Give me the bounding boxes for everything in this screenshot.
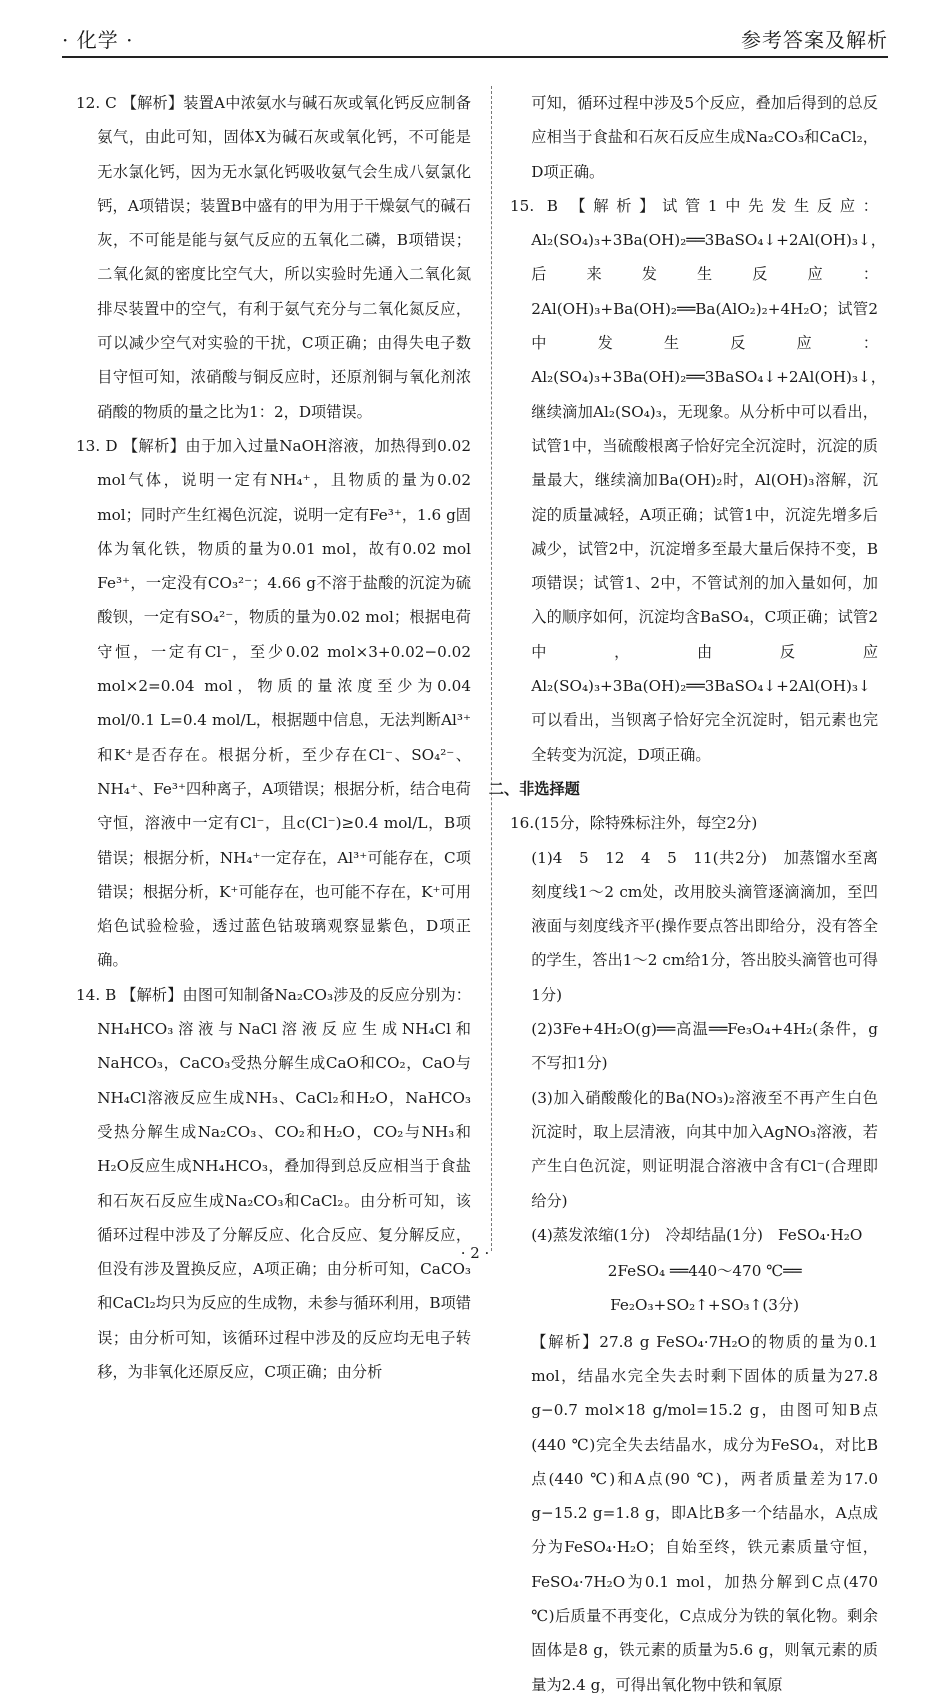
answer-16-1: (1)4 5 12 4 5 11(共2分) 加蒸馏水至离刻度线1～2 cm处，改用胶头滴管逐滴滴加，至凹液面与刻度线齐平(操作要点答出即给分，没有答全的学生，答出1～2 cm给1分，答出胶头滴管也可得1分): [531, 848, 878, 1004]
section-heading: 二、非选择题: [488, 779, 580, 798]
answer-16-2: (2)3Fe+4H₂O(g)══高温══Fe₃O₄+4H₂(条件，g不写扣1分): [531, 1020, 878, 1073]
page-header: [62, 22, 888, 58]
answer-16-3: (3)加入硝酸酸化的Ba(NO₃)₂溶液至不再产生白色沉淀时，取上层清液，向其中加入AgNO₃溶液，若产生白色沉淀，则证明混合溶液中含有Cl⁻(合理即给分): [531, 1088, 878, 1210]
right-column: [488, 86, 886, 1702]
answer-14: 14. B 【解析】由图可知制备Na₂CO₃涉及的反应分别为：NH₄HCO₃溶液与NaCl溶液反应生成NH₄Cl和NaHCO₃，CaCO₃受热分解生成CaO和CO₂，CaO与NH₄Cl溶液反应生成NH₃、CaCl₂和H₂O，NaHCO₃受热分解生成Na₂CO₃、CO₂和H₂O，CO₂与NH₃和H₂O反应生成NH₄HCO₃，叠加得到总反应相当于食盐和石灰石反应生成Na₂CO₃和CaCl₂。由分析可知，该循环过程中涉及了分解反应、化合反应、复分解反应，但没有涉及置换反应，A项正确；由分析可知，CaCO₃和CaCl₂均只为反应的生成物，未参与循环利用，B项错误；由分析可知，该循环过程中涉及的反应均无电子转移，为非氧化还原反应，C项正确；由分析: [76, 985, 471, 1381]
left-column: [76, 86, 471, 1389]
answer-16-4: (4)蒸发浓缩(1分) 冷却结晶(1分) FeSO₄·H₂O: [531, 1225, 863, 1244]
answer-16-analysis: 【解析】27.8 g FeSO₄·7H₂O的物质的量为0.1 mol，结晶水完全失去时剩下固体的质量为27.8 g−0.7 mol×18 g/mol=15.2 g，由图可知B点(440 ℃)完全失去结晶水，成分为FeSO₄，对比B点(440 ℃)和A点(90 ℃)，两者质量差为17.0 g−15.2 g=1.8 g，即A比B多一个结晶水，A点成分为FeSO₄·H₂O；自始至终，铁元素质量守恒，FeSO₄·7H₂O为0.1 mol，加热分解到C点(470 ℃)后质量不再变化，C点成分为铁的氧化物。剩余固体是8 g，铁元素的质量为5.6 g，则氧元素的质量为2.4 g，可得出氧化物中铁和氧原: [531, 1332, 878, 1694]
column-divider: [491, 86, 492, 1251]
answer-15: 15. B 【解析】试管1中先发生反应：Al₂(SO₄)₃+3Ba(OH)₂══3BaSO₄↓+2Al(OH)₃↓，后来发生反应：2Al(OH)₃+Ba(OH)₂══Ba(AlO₂)₂+4H₂O；试管2中发生反应：Al₂(SO₄)₃+3Ba(OH)₂══3BaSO₄↓+2Al(OH)₃↓，继续滴加Al₂(SO₄)₃，无现象。从分析中可以看出，试管1中，当硫酸根离子恰好完全沉淀时，沉淀的质量最大，继续滴加Ba(OH)₂时，Al(OH)₃溶解，沉淀的质量减轻，A项正确；试管1中，沉淀先增多后减少，试管2中，沉淀增多至最大量后保持不变，B项错误；试管1、2中，不管试剂的加入量如何，加入的顺序如何，沉淀均含BaSO₄，C项正确；试管2中，由反应Al₂(SO₄)₃+3Ba(OH)₂══3BaSO₄↓+2Al(OH)₃↓可以看出，当钡离子恰好完全沉淀时，铝元素也完全转变为沉淀，D项正确。: [510, 196, 886, 764]
answer-14-continued: 可知，循环过程中涉及5个反应，叠加后得到的总反应相当于食盐和石灰石反应生成Na₂CO₃和CaCl₂，D项正确。: [531, 94, 878, 181]
answer-12: 12. C 【解析】装置A中浓氨水与碱石灰或氧化钙反应制备氨气，由此可知，固体X为碱石灰或氧化钙，不可能是无水氯化钙，因为无水氯化钙吸收氨气会生成八氨氯化钙，A项错误；装置B中盛有的甲为用于干燥氨气的碱石灰，不可能是能与氨气反应的五氧化二磷，B项错误；二氧化氮的密度比空气大，所以实验时先通入二氧化氮排尽装置中的空气，有利于氨气充分与二氧化氮反应，可以减少空气对实验的干扰，C项正确；由得失电子数目守恒可知，浓硝酸与铜反应时，还原剂铜与氧化剂浓硝酸的物质的量之比为1：2，D项错误。: [76, 94, 471, 421]
answer-16-head: 16.(15分，除特殊标注外，每空2分): [510, 814, 758, 833]
page-number: · 2 ·: [460, 1244, 490, 1262]
subject-label: · 化学 ·: [62, 28, 134, 52]
answer-16-4-equation: 2FeSO₄ ══440～470 ℃══ Fe₂O₃+SO₂↑+SO₃↑(3分): [607, 1262, 802, 1315]
answer-13: 13. D 【解析】由于加入过量NaOH溶液，加热得到0.02 mol气体，说明一定有NH₄⁺，且物质的量为0.02 mol；同时产生红褐色沉淀，说明一定有Fe³⁺，1.6 g固体为氧化铁，物质的量为0.01 mol，故有0.02 mol Fe³⁺，一定没有CO₃²⁻；4.66 g不溶于盐酸的沉淀为硫酸钡，一定有SO₄²⁻，物质的量为0.02 mol；根据电荷守恒，一定有Cl⁻，至少0.02 mol×3+0.02−0.02 mol×2=0.04 mol，物质的量浓度至少为0.04 mol/0.1 L=0.4 mol/L，根据题中信息，无法判断Al³⁺和K⁺是否存在。根据分析，至少存在Cl⁻、SO₄²⁻、NH₄⁺、Fe³⁺四种离子，A项错误；根据分析，结合电荷守恒，溶液中一定有Cl⁻，且c(Cl⁻)≥0.4 mol/L，B项错误；根据分析，NH₄⁺一定存在，Al³⁺可能存在，C项错误；根据分析，K⁺可能存在，也可能不存在，K⁺可用焰色试验检验，透过蓝色钴玻璃观察显紫色，D项正确。: [76, 436, 471, 970]
header-title: 参考答案及解析: [741, 28, 888, 52]
